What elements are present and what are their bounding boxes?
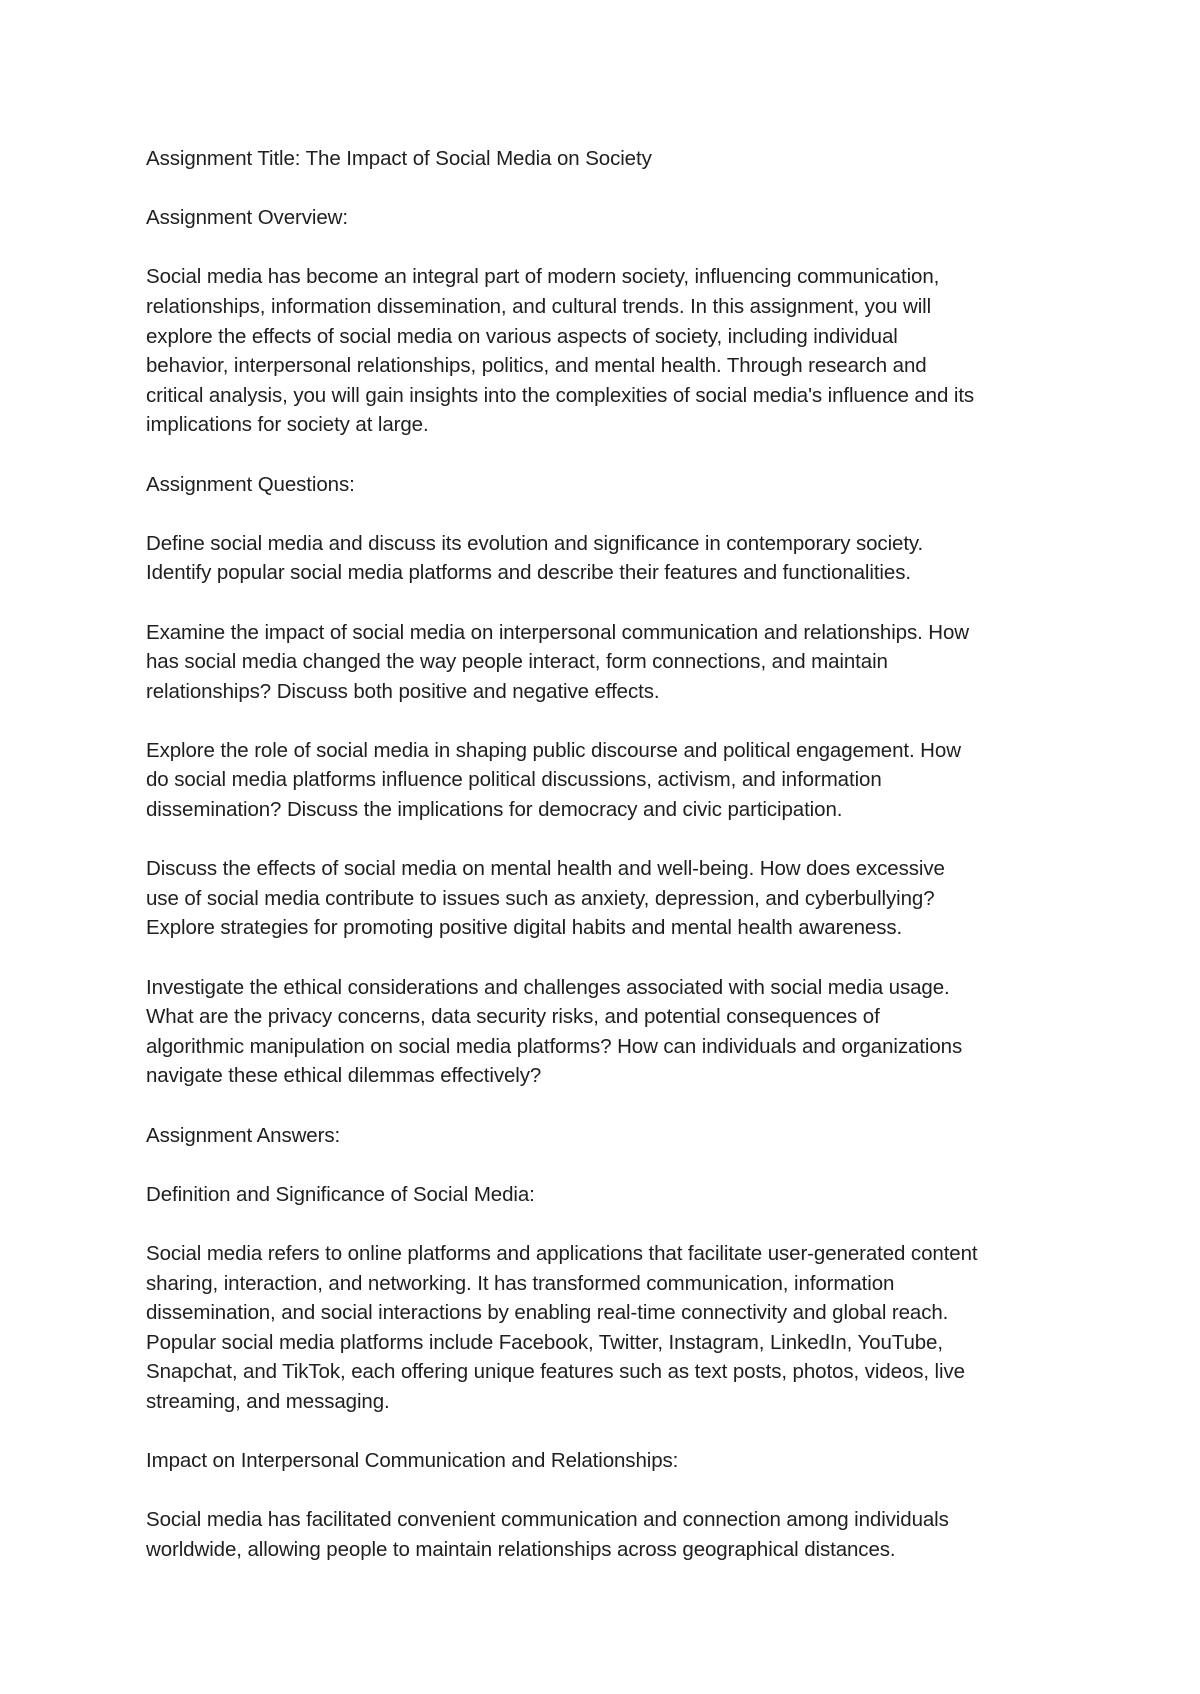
question-1: Define social media and discuss its evolution and significance in contemporary society. Identify popular social media platforms and describe their features and functionalities. — [146, 531, 924, 585]
question-2: Examine the impact of social media on interpersonal communication and relationships. How has social media changed the way people interact, form connections, and maintain relationships? Discuss both positive and negative effects. — [146, 620, 970, 703]
overview-paragraph: Social media has become an integral part of modern society, influencing communication, relationships, information dissemination, and cultural trends. In this assignment, you will explore the effects of social media on various aspects of society, including individual behavior, interpersonal relationships, politics, and mental health. Through research and critical analysis, you will gain insights into the complexities of social media's influence and its implications for society at large. — [146, 265, 975, 437]
question-4: Discuss the effects of social media on mental health and well-being. How does excessive use of social media contribute to issues such as anxiety, depression, and cyberbullying? Explore strategies for promoting positive digital habits and mental health awareness. — [146, 857, 945, 940]
question-5: Investigate the ethical considerations and challenges associated with social media usage. What are the privacy concerns, data security risks, and potential consequences of algorithmic manipulation on social media platforms? How can individuals and organizations navigate these ethical dilemmas effectively? — [146, 975, 963, 1088]
question-3: Explore the role of social media in shaping public discourse and political engagement. How do social media platforms influence political discussions, activism, and information dissemination? Discuss the implications for democracy and civic participation. — [146, 738, 961, 822]
overview-heading: Assignment Overview: — [146, 206, 348, 230]
answer-2-heading: Impact on Interpersonal Communication and Relationships: — [146, 1449, 679, 1473]
document-body — [146, 144, 1066, 1594]
questions-heading: Assignment Questions: — [146, 472, 355, 496]
answer-1-heading: Definition and Significance of Social Media: — [146, 1182, 535, 1206]
assignment-title: Assignment Title: The Impact of Social Media on Society — [146, 147, 652, 170]
answers-heading: Assignment Answers: — [146, 1123, 341, 1147]
answer-2-paragraph: Social media has facilitated convenient communication and connection among individuals worldwide, allowing people to maintain relationships across geographical distances. — [146, 1508, 949, 1561]
answer-1-paragraph: Social media refers to online platforms and applications that facilitate user-generated content sharing, interaction, and networking. It has transformed communication, information dissemination, and social interactions by enabling real-time connectivity and global reach. Popular social media platforms include Facebook, Twitter, Instagram, LinkedIn, YouTube, Snapchat, and TikTok, each offering unique features such as text posts, photos, videos, live streaming, and messaging. — [146, 1241, 978, 1413]
